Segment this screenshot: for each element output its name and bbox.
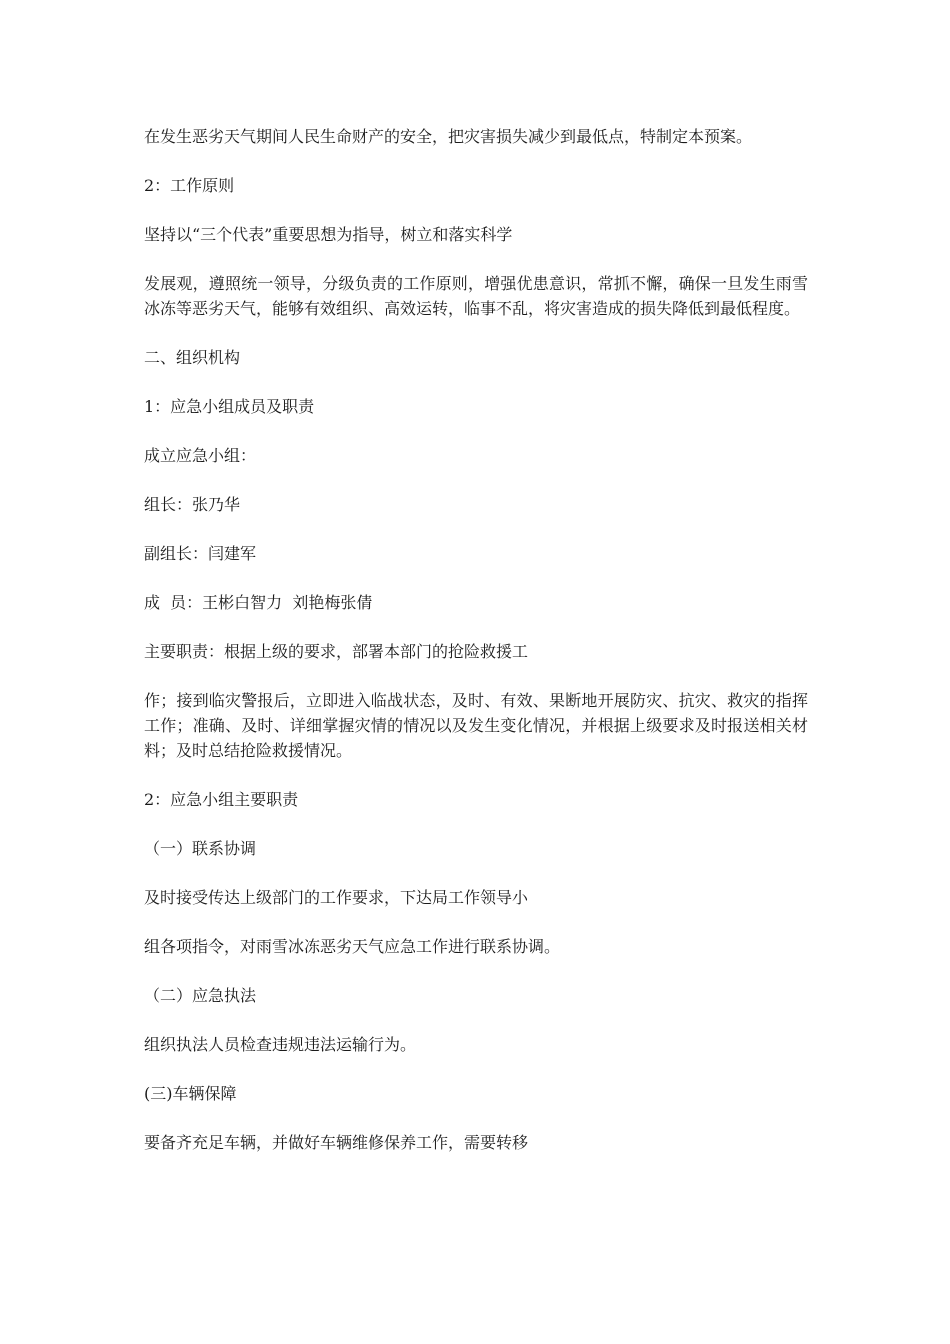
- paragraph: 在发生恶劣天气期间人民生命财产的安全，把灾害损失减少到最低点，特制定本预案。: [144, 127, 753, 146]
- paragraph: 发展观，遵照统一领导，分级负责的工作原则，增强优患意识，常抓不懈，确保一旦发生雨雪冰冻等恶劣天气，能够有效组织、高效运转，临事不乱，将灾害造成的损失降低到最低程度。: [144, 274, 808, 318]
- paragraph: 及时接受传达上级部门的工作要求，下达局工作领导小: [144, 888, 529, 907]
- section-heading: 二、组织机构: [144, 348, 241, 367]
- paragraph: 成立应急小组：: [144, 446, 257, 465]
- document-body: [144, 124, 808, 1179]
- member-line: 组长：张乃华: [144, 495, 241, 514]
- paragraph: 要备齐充足车辆，并做好车辆维修保养工作，需要转移: [144, 1133, 529, 1152]
- subsection-heading: （一）联系协调: [144, 839, 257, 858]
- paragraph: 组织执法人员检查违规违法运输行为。: [144, 1035, 417, 1054]
- paragraph: 坚持以“三个代表”重要思想为指导，树立和落实科学: [144, 225, 513, 244]
- section-heading: 1：应急小组成员及职责: [144, 397, 315, 416]
- member-line: 成 员：王彬白智力 刘艳梅张倩: [144, 593, 373, 612]
- subsection-heading: （二）应急执法: [144, 986, 257, 1005]
- section-heading: 2：应急小组主要职责: [144, 790, 299, 809]
- subsection-heading: (三)车辆保障: [144, 1084, 237, 1103]
- paragraph: 主要职责：根据上级的要求，部署本部门的抢险救援工: [144, 642, 529, 661]
- section-heading: 2：工作原则: [144, 176, 235, 195]
- member-line: 副组长：闫建军: [144, 544, 257, 563]
- paragraph: 作；接到临灾警报后，立即进入临战状态，及时、有效、果断地开展防灾、抗灾、救灾的指挥工作；准确、及时、详细掌握灾情的情况以及发生变化情况，并根据上级要求及时报送相关材料；及时总结抢险救援情况。: [144, 691, 808, 760]
- paragraph: 组各项指令，对雨雪冰冻恶劣天气应急工作进行联系协调。: [144, 937, 561, 956]
